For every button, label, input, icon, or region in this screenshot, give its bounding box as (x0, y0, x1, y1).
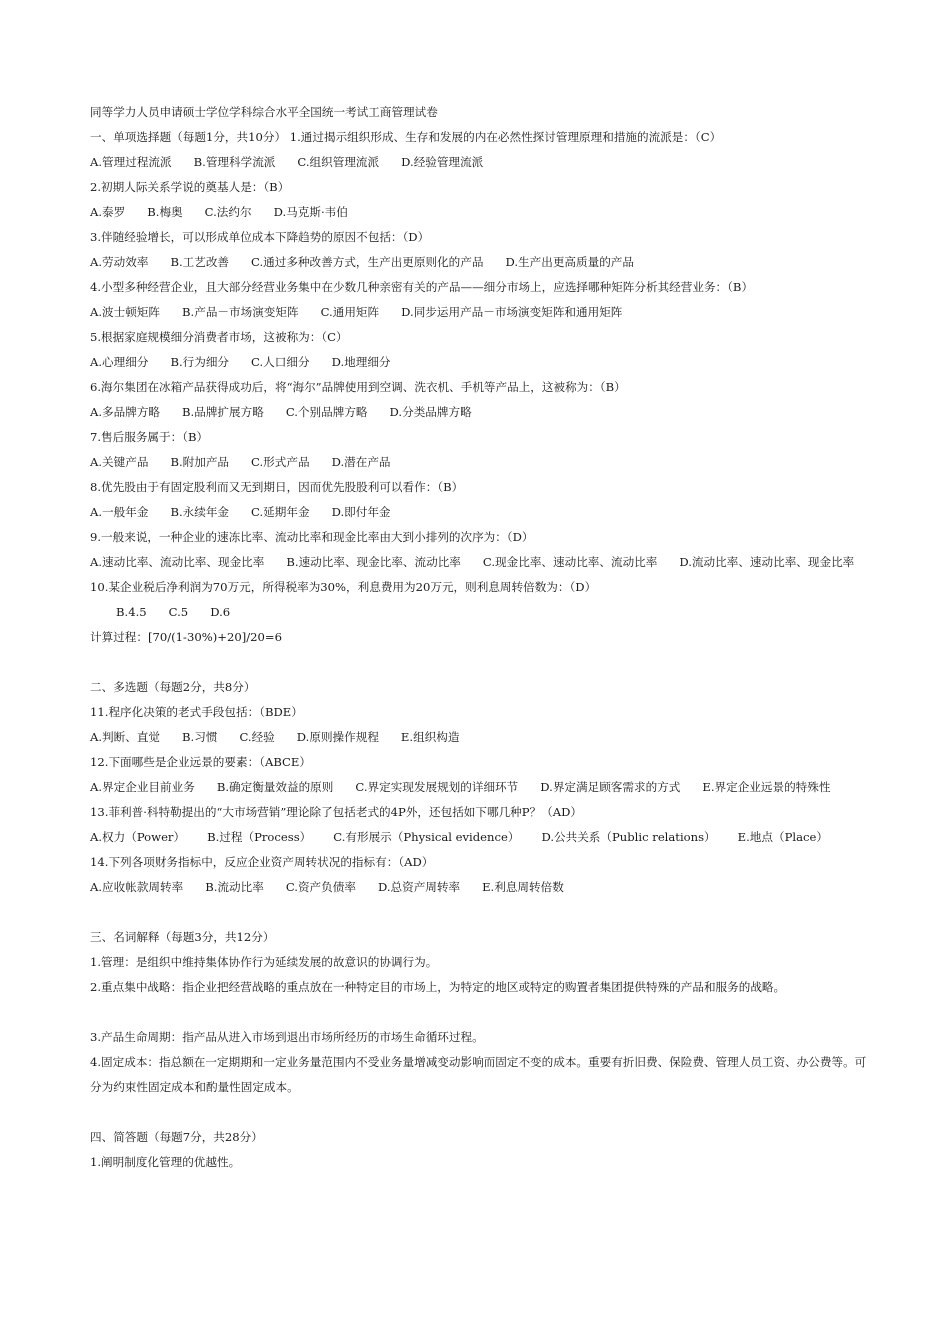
q7-option-a: A.关键产品 (90, 455, 149, 469)
q8-options (90, 500, 870, 525)
q10-calculation: 计算过程：[70/(1-30%)+20]/20=6 (90, 630, 282, 644)
spacer (90, 650, 870, 675)
q12-option-a: A.界定企业目前业务 (90, 780, 195, 794)
q13-option-a: A.权力（Power） (90, 830, 186, 844)
q13-option-c: C.有形展示（Physical evidence） (333, 830, 520, 844)
q1-stem: 1.通过揭示组织形成、生存和发展的内在必然性探讨管理原理和措施的流派是：（C） (289, 130, 722, 144)
q10-option-c: C.5 (168, 605, 189, 619)
exam-document (90, 100, 870, 1175)
q6-option-a: A.多品牌方略 (90, 405, 161, 419)
q7-option-d: D.潜在产品 (331, 455, 391, 469)
q2-stem: 2.初期人际关系学说的奠基人是：（B） (90, 180, 290, 194)
q13-stem: 13.菲利普·科特勒提出的“大市场营销”理论除了包括老式的4P外，还包括如下哪几种P？（AD） (90, 805, 583, 819)
q5-options (90, 350, 870, 375)
q11-stem: 11.程序化决策的老式手段包括：（BDE） (90, 705, 303, 719)
q7-options (90, 450, 870, 475)
q14-stem: 14.下列各项财务指标中，反应企业资产周转状况的指标有：（AD） (90, 855, 434, 869)
q3-option-d: D.生产出更高质量的产品 (505, 255, 634, 269)
document-title: 同等学力人员申请硕士学位学科综合水平全国统一考试工商管理试卷 (90, 105, 438, 119)
q12-options (90, 775, 870, 800)
q6-stem: 6.海尔集团在冰箱产品获得成功后，将“海尔”品牌使用到空调、洗衣机、手机等产品上，这被称为：（B） (90, 380, 626, 394)
short-answer-1: 1.阐明制度化管理的优越性。 (90, 1155, 241, 1169)
q8-stem: 8.优先股由于有固定股利而又无到期日，因而优先股股利可以看作：（B） (90, 480, 464, 494)
spacer (90, 1100, 870, 1125)
q14-option-b: B.流动比率 (205, 880, 264, 894)
q8-option-a: A.一般年金 (90, 505, 149, 519)
q10-stem: 10.某企业税后净利润为70万元，所得税率为30%，利息费用为20万元，则利息周转倍数为：（D） (90, 580, 597, 594)
q13-option-e: E.地点（Place） (737, 830, 828, 844)
q11-option-e: E.组织构造 (400, 730, 460, 744)
q11-options (90, 725, 870, 750)
q14-option-d: D.总资产周转率 (377, 880, 461, 894)
q9-option-a: A.速动比率、流动比率、现金比率 (90, 555, 265, 569)
q14-option-c: C.资产负债率 (285, 880, 356, 894)
q1-options (90, 150, 870, 175)
q13-option-d: D.公共关系（Public relations） (541, 830, 716, 844)
q1-option-d: D.经验管理流派 (401, 155, 484, 169)
q14-option-a: A.应收帐款周转率 (90, 880, 184, 894)
q3-option-a: A.劳动效率 (90, 255, 149, 269)
q10-options (90, 600, 870, 625)
q10-option-b: B.4.5 (116, 605, 147, 619)
q4-option-d: D.同步运用产品－市场演变矩阵和通用矩阵 (401, 305, 623, 319)
q11-option-b: B.习惯 (182, 730, 218, 744)
q7-option-b: B.附加产品 (170, 455, 230, 469)
q8-option-c: C.延期年金 (251, 505, 310, 519)
term-1: 1.管理：是组织中维持集体协作行为延续发展的故意识的协调行为。 (90, 955, 438, 969)
q3-options (90, 250, 870, 275)
q2-option-c: C.法约尔 (204, 205, 252, 219)
q4-option-a: A.波士顿矩阵 (90, 305, 161, 319)
q14-option-e: E.利息周转倍数 (482, 880, 564, 894)
q1-option-a: A.管理过程流派 (90, 155, 172, 169)
q6-option-d: D.分类品牌方略 (389, 405, 472, 419)
q4-stem: 4.小型多种经营企业，且大部分经营业务集中在少数几种亲密有关的产品——细分市场上，应选择哪种矩阵分析其经营业务：（B） (90, 280, 754, 294)
q4-options (90, 300, 870, 325)
q5-option-a: A.心理细分 (90, 355, 149, 369)
q13-option-b: B.过程（Process） (207, 830, 312, 844)
section-4-header: 四、简答题（每题7分，共28分） (90, 1130, 263, 1144)
q11-option-c: C.经验 (239, 730, 275, 744)
spacer (90, 1000, 870, 1025)
section-1-header-with-q1 (90, 125, 870, 150)
q6-option-b: B.品牌扩展方略 (182, 405, 264, 419)
q12-stem: 12.下面哪些是企业远景的要素：（ABCE） (90, 755, 311, 769)
q5-option-c: C.人口细分 (251, 355, 310, 369)
section-2-header: 二、多选题（每题2分，共8分） (90, 680, 256, 694)
q5-option-d: D.地理细分 (331, 355, 391, 369)
q3-option-c: C.通过多种改善方式，生产出更原则化的产品 (251, 255, 484, 269)
q9-options (90, 550, 870, 575)
q9-option-b: B.速动比率、现金比率、流动比率 (286, 555, 461, 569)
q12-option-c: C.界定实现发展规划的详细环节 (355, 780, 519, 794)
q11-option-d: D.原则操作规程 (296, 730, 379, 744)
q2-option-a: A.泰罗 (90, 205, 126, 219)
q9-stem: 9.一般来说，一种企业的速冻比率、流动比率和现金比率由大到小排列的次序为：（D） (90, 530, 534, 544)
q14-options (90, 875, 870, 900)
q7-stem: 7.售后服务属于：（B） (90, 430, 209, 444)
q3-option-b: B.工艺改善 (170, 255, 230, 269)
term-2: 2.重点集中战略：指企业把经营战略的重点放在一种特定目的市场上，为特定的地区或特定的购置者集团提供特殊的产品和服务的战略。 (90, 980, 786, 994)
q3-stem: 3.伴随经验增长，可以形成单位成本下降趋势的原因不包括：（D） (90, 230, 430, 244)
q12-option-b: B.确定衡量效益的原则 (216, 780, 334, 794)
term-4: 4.固定成本：指总额在一定期期和一定业务量范围内不受业务量增减变动影响而固定不变的成本。重要有折旧费、保险费、管理人员工资、办公费等。可分为约束性固定成本和酌量性固定成本。 (90, 1055, 867, 1094)
q2-option-d: D.马克斯·韦伯 (273, 205, 348, 219)
q5-option-b: B.行为细分 (170, 355, 230, 369)
spacer (90, 900, 870, 925)
q4-option-c: C.通用矩阵 (320, 305, 380, 319)
q8-option-b: B.永续年金 (170, 505, 230, 519)
q6-option-c: C.个别品牌方略 (285, 405, 368, 419)
q4-option-b: B.产品－市场演变矩阵 (182, 305, 299, 319)
q9-option-d: D.流动比率、速动比率、现金比率 (679, 555, 855, 569)
q7-option-c: C.形式产品 (251, 455, 310, 469)
q11-option-a: A.判断、直觉 (90, 730, 161, 744)
q10-option-d: D.6 (210, 605, 231, 619)
q5-stem: 5.根据家庭规模细分消费者市场，这被称为：（C） (90, 330, 348, 344)
q1-option-b: B.管理科学流派 (193, 155, 276, 169)
q6-options (90, 400, 870, 425)
term-3: 3.产品生命周期：指产品从进入市场到退出市场所经历的市场生命循环过程。 (90, 1030, 484, 1044)
q1-option-c: C.组织管理流派 (297, 155, 380, 169)
q9-option-c: C.现金比率、速动比率、流动比率 (482, 555, 658, 569)
q12-option-d: D.界定满足顾客需求的方式 (540, 780, 681, 794)
q2-option-b: B.梅奥 (147, 205, 183, 219)
q12-option-e: E.界定企业远景的特殊性 (702, 780, 831, 794)
section-1-header: 一、单项选择题（每题1分，共10分） (90, 130, 287, 144)
section-3-header: 三、名词解释（每题3分，共12分） (90, 930, 275, 944)
q13-options (90, 825, 870, 850)
q2-options (90, 200, 870, 225)
q8-option-d: D.即付年金 (331, 505, 391, 519)
